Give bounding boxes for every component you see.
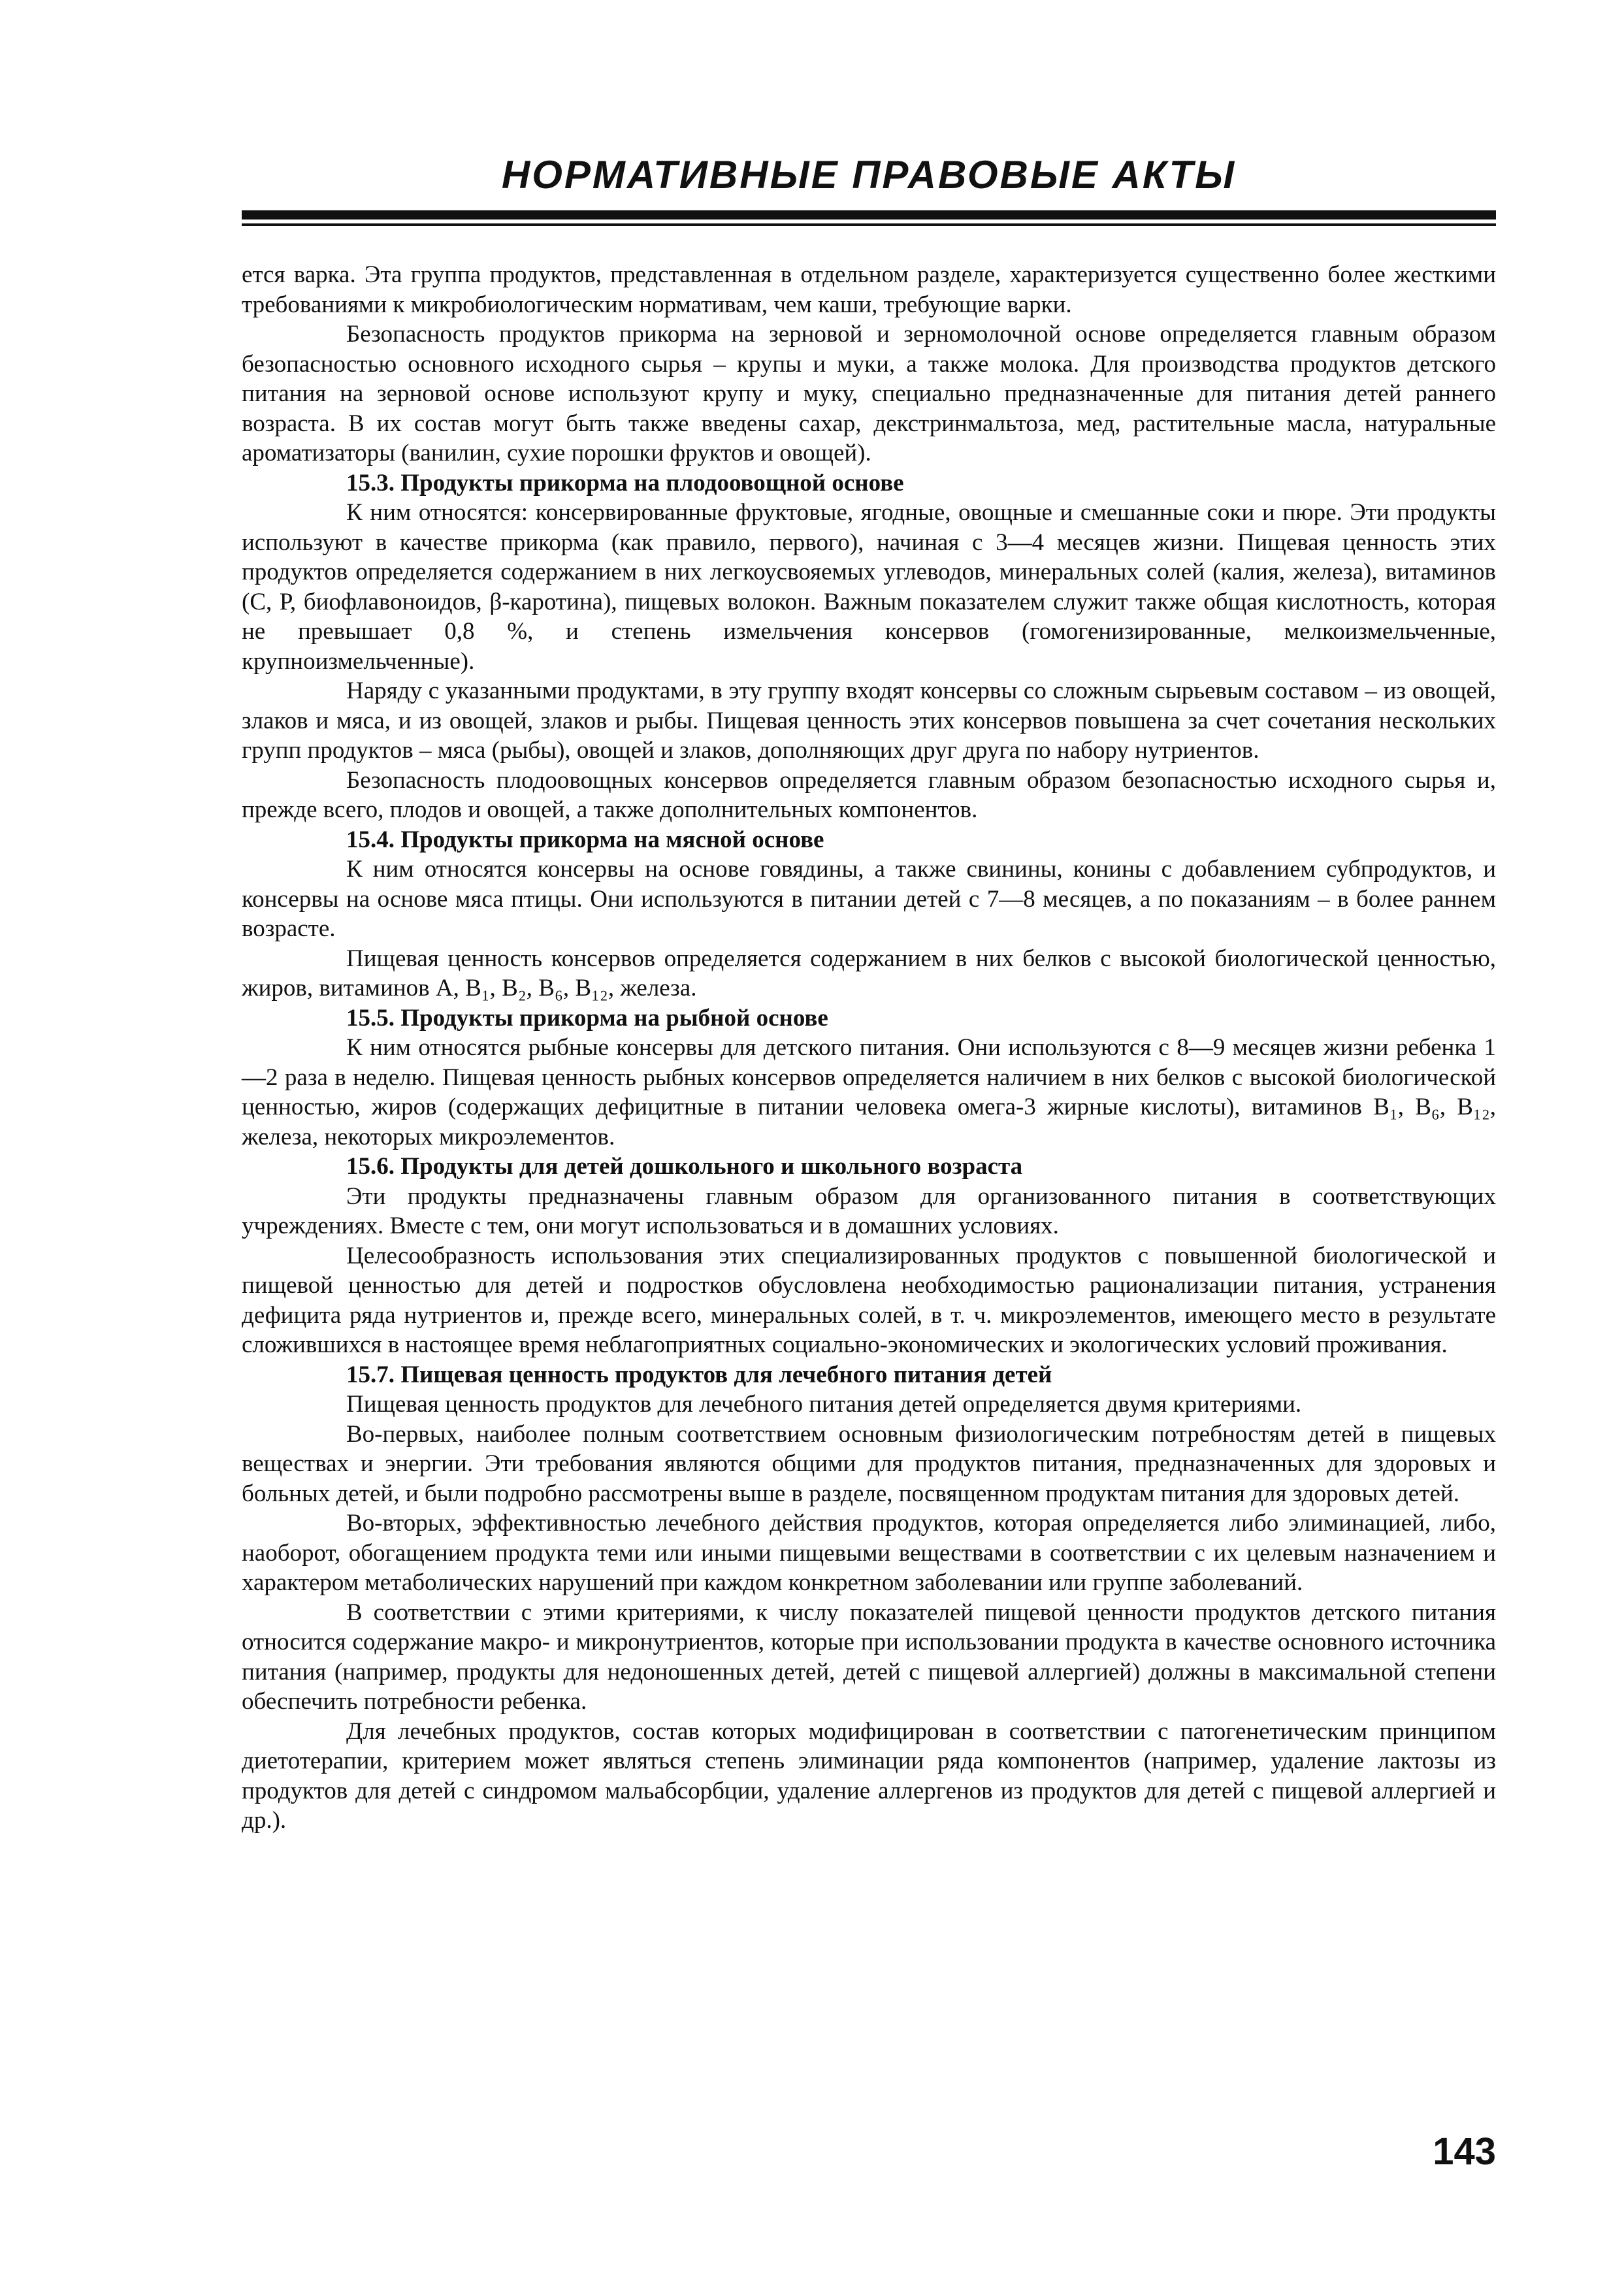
section-heading-15-5: 15.5. Продукты прикорма на рыбной основе: [346, 1004, 828, 1032]
paragraph: К ним относятся консервы на основе говядины, а также свинины, конины с добавлением субпродуктов, и консервы на основе мяса птицы. Они используются в питании детей с 7—8 месяцев, а по показаниям – в более раннем возрасте.: [242, 856, 1496, 942]
paragraph: Эти продукты предназначены главным образом для организованного питания в соответствующих учреждениях. Вместе с тем, они могут использоваться и в домашних условиях.: [242, 1182, 1496, 1239]
section-heading-15-3: 15.3. Продукты прикорма на плодоовощной основе: [346, 469, 904, 496]
paragraph: Безопасность продуктов прикорма на зерновой и зерномолочной основе определяется главным образом безопасностью основного исходного сырья – крупы и муки, а также молока. Для производства продуктов детского питания на зерновой основе используют крупу и муку, специально предназначенные для питания детей раннего возраста. В их состав могут быть также введены сахар, декстринмальтоза, мед, растительные масла, натуральные ароматизаторы (ванилин, сухие порошки фруктов и овощей).: [242, 321, 1496, 466]
section-heading-15-7: 15.7. Пищевая ценность продуктов для лечебного питания детей: [346, 1361, 1052, 1388]
body-text: [242, 260, 1496, 1836]
header-rule-thick: [242, 210, 1496, 220]
paragraph: К ним относятся рыбные консервы для детского питания. Они используются с 8—9 месяцев жизни ребенка 1—2 раза в неделю. Пищевая ценность рыбных консервов определяется наличием в них белков с высокой биологической ценностью, жиров (содержащих дефицитные в питании человека омега-3 жирные кислоты), витаминов B₁, B₆, B₁₂, железа, некоторых микроэлементов.: [242, 1034, 1496, 1150]
paragraph: ется варка. Эта группа продуктов, представленная в отдельном разделе, характеризуется существенно более жесткими требованиями к микробиологическим нормативам, чем каши, требующие варки.: [242, 261, 1496, 318]
paragraph: К ним относятся: консервированные фруктовые, ягодные, овощные и смешанные соки и пюре. Эти продукты используют в качестве прикорма (как правило, первого), начиная с 3—4 месяцев жизни. Пищевая ценность этих продуктов определяется содержанием в них легкоусвояемых углеводов, минеральных солей (калия, железа), витаминов (С, Р, биофлавоноидов, β-каротина), пищевых волокон. Важным показателем служит также общая кислотность, которая не превышает 0,8 %, и степень измельчения консервов (гомогенизированные, мелкоизмельченные, крупноизмельченные).: [242, 499, 1496, 675]
section-heading-15-4: 15.4. Продукты прикорма на мясной основе: [346, 826, 824, 853]
paragraph: Целесообразность использования этих специализированных продуктов с повышенной биологической и пищевой ценностью для детей и подростков обусловлена необходимостью рационализации питания, устранения дефицита ряда нутриентов и, прежде всего, минеральных солей, в т. ч. микроэлементов, имеющего место в результате сложившихся в настоящее время неблагоприятных социально-экономических и экологических условий проживания.: [242, 1242, 1496, 1358]
paragraph: Наряду с указанными продуктами, в эту группу входят консервы со сложным сырьевым составом – из овощей, злаков и мяса, и из овощей, злаков и рыбы. Пищевая ценность этих консервов повышена за счет сочетания нескольких групп продуктов – мяса (рыбы), овощей и злаков, дополняющих друг друга по набору нутриентов.: [242, 677, 1496, 764]
section-heading-15-6: 15.6. Продукты для детей дошкольного и школьного возраста: [346, 1153, 1023, 1180]
paragraph: Пищевая ценность продуктов для лечебного питания детей определяется двумя критериями.: [346, 1391, 1302, 1418]
paragraph: Пищевая ценность консервов определяется содержанием в них белков с высокой биологической ценностью, жиров, витаминов А, B₁, B₂, B₆, B₁₂, железа.: [242, 945, 1496, 1001]
paragraph: Безопасность плодоовощных консервов определяется главным образом безопасностью исходного сырья и, прежде всего, плодов и овощей, а также дополнительных компонентов.: [242, 766, 1496, 823]
paragraph: Во-первых, наиболее полным соответствием основным физиологическим потребностям детей в пищевых веществах и энергии. Эти требования являются общими для продуктов питания, предназначенных для здоровых и больных детей, и были подробно рассмотрены выше в разделе, посвященном продуктам питания для здоровых детей.: [242, 1420, 1496, 1507]
header-rule-thin: [242, 223, 1496, 226]
paragraph: В соответствии с этими критериями, к числу показателей пищевой ценности продуктов детского питания относится содержание макро- и микронутриентов, которые при использовании продукта в качестве основного источника питания (например, продукты для недоношенных детей, детей с пищевой аллергией) должны в максимальной степени обеспечить потребности ребенка.: [242, 1599, 1496, 1715]
paragraph: Во-вторых, эффективностью лечебного действия продуктов, которая определяется либо элиминацией, либо, наоборот, обогащением продукта теми или иными пищевыми веществами в соответствии с их целевым назначением и характером метаболических нарушений при каждом конкретном заболевании или группе заболеваний.: [242, 1510, 1496, 1596]
page-number: 143: [1433, 2130, 1496, 2173]
paragraph: Для лечебных продуктов, состав которых модифицирован в соответствии с патогенетическим принципом диетотерапии, критерием может являться степень элиминации ряда компонентов (например, удаление лактозы из продуктов для детей с синдромом мальабсорбции, удаление аллергенов из продуктов для детей с пищевой аллергией и др.).: [242, 1717, 1496, 1834]
running-header-title: НОРМАТИВНЫЕ ПРАВОВЫЕ АКТЫ: [501, 153, 1237, 197]
